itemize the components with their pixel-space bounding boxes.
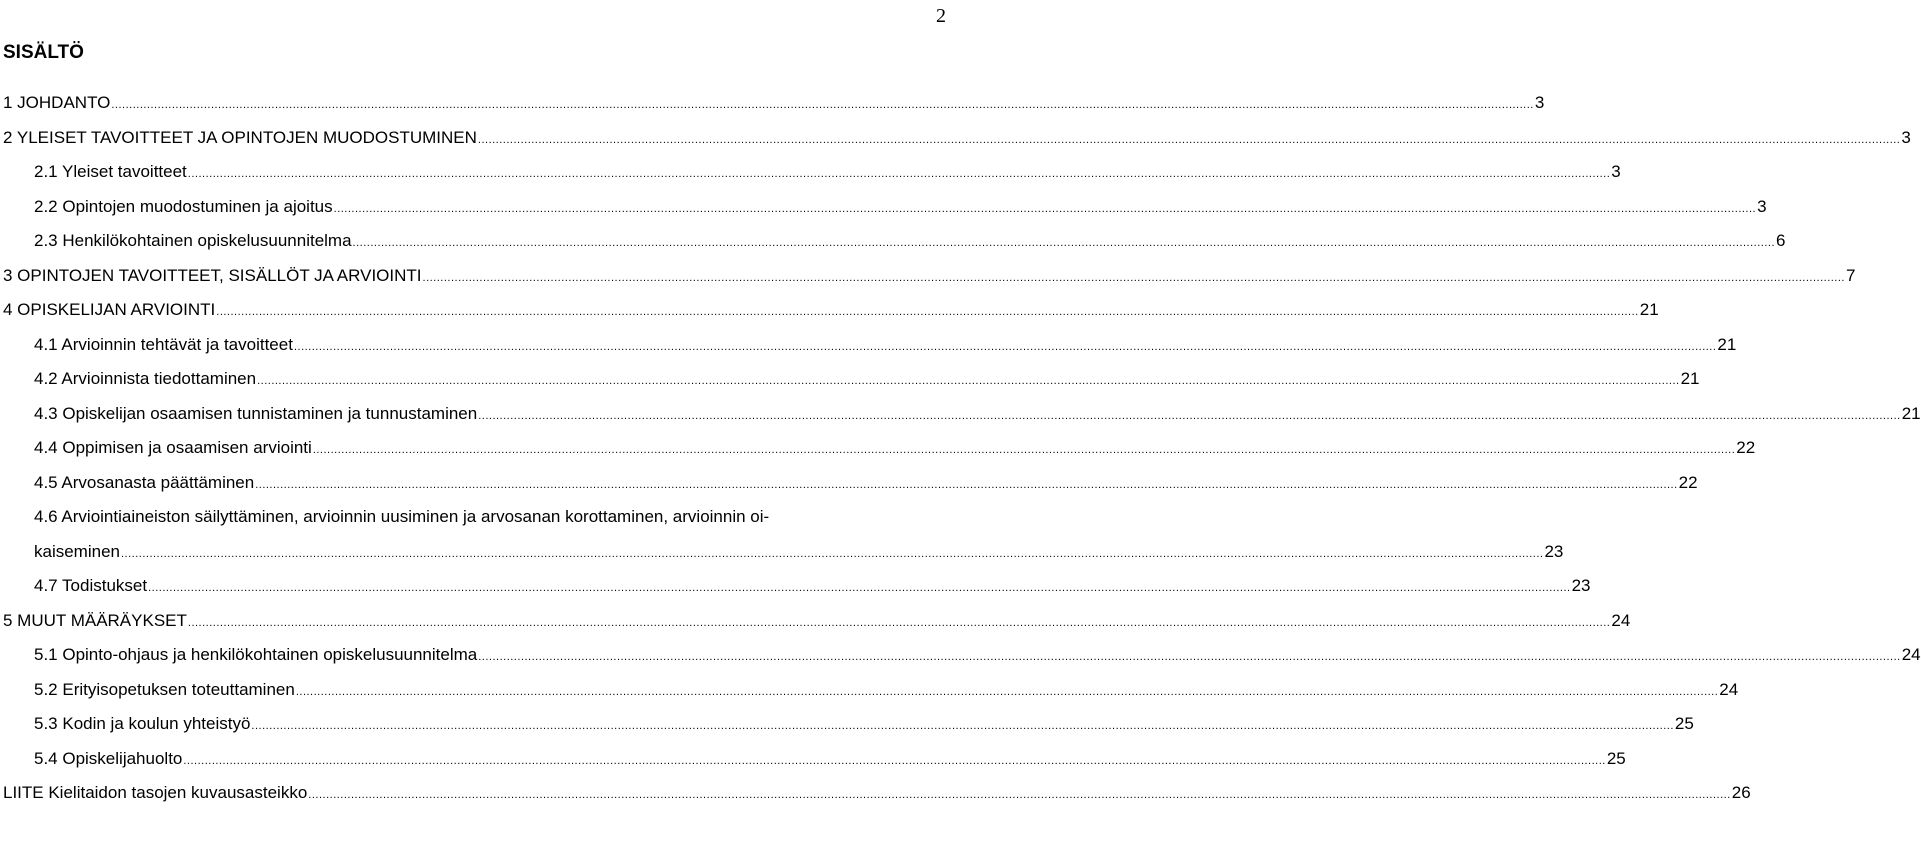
toc-entry-text: 4.3 Opiskelijan osaamisen tunnistaminen ja tunnustaminen: [34, 403, 478, 423]
toc-entry-4-6-line1[interactable]: [3, 500, 957, 535]
toc-leader-dots: ................................................................................................................................................................................................................................................................................................................................................................................................................: [308, 789, 1731, 801]
toc-entry-opintojen-tavoitteet[interactable]: [3, 259, 1856, 294]
toc-entry-text: 4.2 Arvioinnista tiedottaminen: [34, 369, 257, 388]
toc-entry-text: 5.1 Opinto-ohjaus ja henkilökohtainen opiskelusuunnitelma: [34, 645, 478, 664]
toc-leader-dots: ................................................................................................................................................................................................................................................................................................................................................................................................................: [333, 202, 1757, 215]
toc-leader-dots: ................................................................................................................................................................................................................................................................................................................................................................................................................: [477, 133, 1901, 146]
toc-entry-page: 3: [1901, 127, 1911, 147]
toc-entry-text: 5.2 Erityisopetuksen toteuttaminen: [34, 679, 295, 699]
toc-entry-text: 1 JOHDANTO: [3, 93, 111, 112]
toc-entry-text: 5.3 Kodin ja koulun yhteistyö: [34, 714, 251, 733]
toc-entry-page: 22: [1736, 438, 1756, 457]
toc-leader-dots: ................................................................................................................................................................................................................................................................................................................................................................................................................: [293, 340, 1717, 353]
toc-entry-text: kaiseminen: [34, 541, 120, 561]
toc-entry-4-5[interactable]: [3, 466, 1698, 501]
toc-leader-dots: ................................................................................................................................................................................................................................................................................................................................................................................................................: [216, 306, 1639, 318]
toc-entry-2-3[interactable]: [3, 224, 1786, 259]
toc-leader-dots: ................................................................................................................................................................................................................................................................................................................................................................................................................: [255, 478, 1678, 491]
toc-entry-page: 24: [1719, 679, 1739, 699]
toc-entry-text: 2 YLEISET TAVOITTEET JA OPINTOJEN MUODOSTUMINEN: [3, 127, 477, 147]
toc-entry-text: 2.1 Yleiset tavoitteet: [34, 162, 187, 181]
toc-entry-5-3[interactable]: [3, 707, 1694, 742]
toc-entry-opiskelijan-arviointi[interactable]: [3, 293, 1659, 328]
toc-leader-dots: ................................................................................................................................................................................................................................................................................................................................................................................................................: [187, 616, 1611, 629]
toc-entry-text: 4.4 Oppimisen ja osaamisen arviointi: [34, 438, 312, 457]
toc-entry-page: 23: [1544, 541, 1564, 561]
toc-entry-text: 4.7 Todistukset: [34, 576, 148, 595]
toc-leader-dots: ................................................................................................................................................................................................................................................................................................................................................................................................................: [187, 168, 1611, 180]
toc-entry-page: 3: [1757, 196, 1767, 216]
toc-entry-page: 22: [1678, 472, 1698, 492]
toc-entry-page: 21: [1717, 334, 1737, 354]
toc-entry-page: 7: [1845, 265, 1856, 285]
toc-leader-dots: ................................................................................................................................................................................................................................................................................................................................................................................................................: [478, 651, 1901, 663]
toc-entry-text: 2.3 Henkilökohtainen opiskelusuunnitelma: [34, 231, 352, 250]
toc-entry-text: 4.6 Arviointiaineiston säilyttäminen, arvioinnin uusiminen ja arvosanan korottaminen, arvioinnin oi-: [34, 507, 770, 526]
toc-entry-5-2[interactable]: [3, 673, 1739, 708]
toc-entry-page: 23: [1571, 576, 1591, 595]
toc-entry-johdanto[interactable]: [3, 86, 1545, 121]
toc-entry-text: 4.1 Arvioinnin tehtävät ja tavoitteet: [34, 334, 293, 354]
toc-heading: SISÄLTÖ: [3, 42, 84, 63]
toc-leader-dots: ................................................................................................................................................................................................................................................................................................................................................................................................................: [183, 754, 1606, 767]
toc-entry-4-7[interactable]: [3, 569, 1591, 604]
toc-entry-muut-maaraykset[interactable]: [3, 604, 1631, 639]
toc-entry-page: 21: [1639, 300, 1659, 319]
toc-entry-5-4[interactable]: [3, 742, 1626, 777]
toc-leader-dots: ................................................................................................................................................................................................................................................................................................................................................................................................................: [312, 444, 1736, 456]
page-number: 2: [936, 5, 946, 27]
toc-leader-dots: ................................................................................................................................................................................................................................................................................................................................................................................................................: [295, 685, 1719, 698]
toc-leader-dots: ................................................................................................................................................................................................................................................................................................................................................................................................................: [111, 99, 1534, 111]
toc-leader-dots: ................................................................................................................................................................................................................................................................................................................................................................................................................: [148, 582, 1571, 594]
toc-entry-text: 2.2 Opintojen muodostuminen ja ajoitus: [34, 196, 333, 216]
toc-leader-dots: ................................................................................................................................................................................................................................................................................................................................................................................................................: [257, 375, 1680, 387]
toc-entry-text: LIITE Kielitaidon tasojen kuvausasteikko: [3, 783, 308, 802]
toc-entry-text: 4 OPISKELIJAN ARVIOINTI: [3, 300, 216, 319]
toc-entry-page: 3: [1534, 93, 1545, 112]
toc-leader-dots: ................................................................................................................................................................................................................................................................................................................................................................................................................: [251, 720, 1674, 732]
toc-entry-page: 24: [1901, 645, 1921, 664]
toc-entry-page: 21: [1680, 369, 1700, 388]
toc-leader-dots: ................................................................................................................................................................................................................................................................................................................................................................................................................: [121, 547, 1544, 560]
toc-leader-dots: ................................................................................................................................................................................................................................................................................................................................................................................................................: [352, 237, 1776, 249]
toc-entry-4-4[interactable]: [3, 431, 1756, 466]
table-of-contents: [3, 86, 1921, 811]
toc-entry-4-6-line2[interactable]: [3, 535, 1564, 570]
toc-leader-dots: ................................................................................................................................................................................................................................................................................................................................................................................................................: [422, 271, 1845, 284]
toc-entry-text: 5 MUUT MÄÄRÄYKSET: [3, 610, 187, 630]
toc-entry-5-1[interactable]: [3, 638, 1921, 673]
toc-entry-4-1[interactable]: [3, 328, 1737, 363]
toc-entry-page: 26: [1731, 783, 1751, 802]
toc-entry-yleiset-tavoitteet[interactable]: [3, 121, 1911, 156]
toc-entry-page: 25: [1606, 748, 1626, 768]
toc-entry-text: 5.4 Opiskelijahuolto: [34, 748, 183, 768]
toc-entry-4-3[interactable]: [3, 397, 1921, 432]
toc-entry-page: 21: [1901, 403, 1921, 423]
toc-entry-liite[interactable]: [3, 776, 1751, 811]
toc-entry-4-2[interactable]: [3, 362, 1700, 397]
toc-entry-page: 6: [1776, 231, 1786, 250]
toc-entry-page: 3: [1611, 162, 1621, 181]
toc-leader-dots: ................................................................................................................................................................................................................................................................................................................................................................................................................: [478, 409, 1901, 422]
toc-entry-page: 24: [1611, 610, 1631, 630]
toc-entry-page: 25: [1674, 714, 1694, 733]
toc-entry-2-1[interactable]: [3, 155, 1621, 190]
toc-entry-text: 3 OPINTOJEN TAVOITTEET, SISÄLLÖT JA ARVIOINTI: [3, 265, 422, 285]
toc-entry-2-2[interactable]: [3, 190, 1767, 225]
toc-entry-text: 4.5 Arvosanasta päättäminen: [34, 472, 255, 492]
